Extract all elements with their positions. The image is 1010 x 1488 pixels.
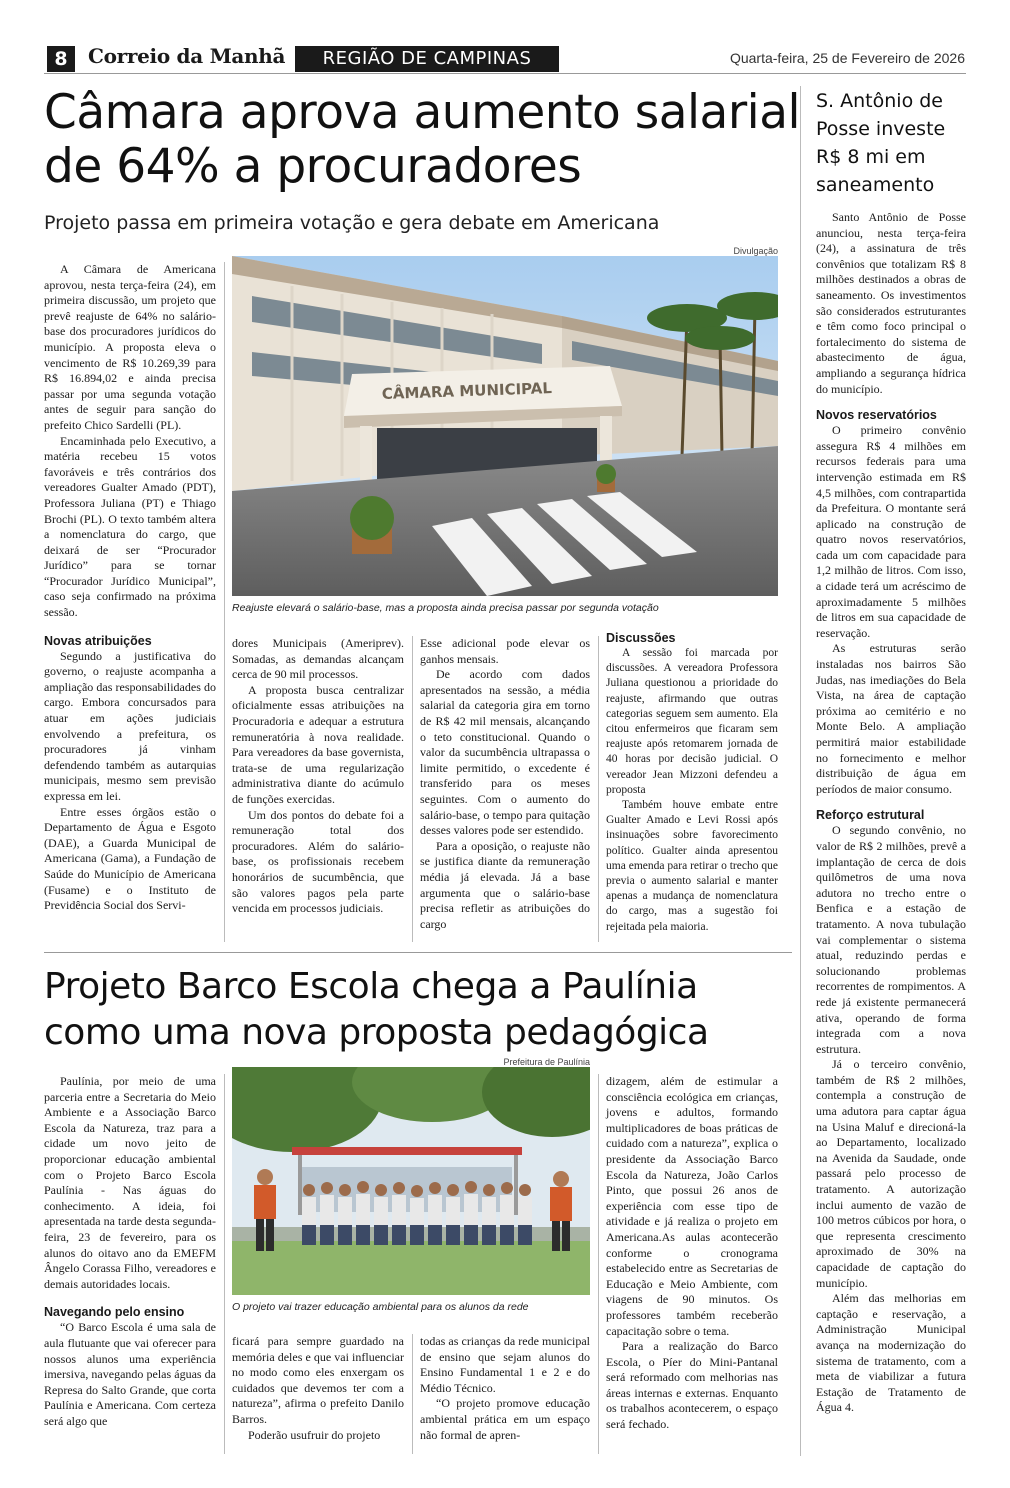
subhead-reforco-estrutural: Reforço estrutural <box>816 808 925 823</box>
article1-photo <box>232 256 778 596</box>
column-divider <box>598 636 599 942</box>
building-sign: CÂMARA MUNICIPAL <box>381 379 553 403</box>
paragraph: dores Municipais (Ameriprev). Somadas, as demandas alcançam cerca de 90 mil processos. <box>232 636 404 682</box>
article1-headline: Câmara aprova aumento salarial de 64% a procuradores <box>44 85 801 194</box>
article-separator <box>44 952 792 953</box>
paragraph: Encaminhada pelo Executivo, a matéria recebeu 15 votos favoráveis e três contrários dos vereadores Gualter Amado (PDT), Professora Juliana (PT) e Thiago Brochi (PL). O texto também altera a nomenclatura do cargo, que deixará de ser “Procurador Jurídico” para se tornar “Procurador Jurídico Municipal”, caso seja confirmado na próxima sessão. <box>44 433 216 620</box>
sidebar-body <box>816 210 966 1416</box>
dateline: Quarta-feira, 25 de Fevereiro de 2026 <box>729 50 965 66</box>
article1-subheadline: Projeto passa em primeira votação e gera debate em Americana <box>44 212 660 234</box>
paragraph: A Câmara de Americana aprovou, nesta terça-feira (24), em primeira discussão, um projeto que prevê reajuste de 64% no salário-base dos procuradores jurídicos do município. A proposta eleva o vencimento de R$ 10.269,39 para R$ 16.894,02 e ainda precisa passar por uma segunda votação antes de seguir para sanção do prefeito Chico Sardelli (PL). <box>44 262 216 432</box>
paragraph: A proposta busca centralizar oficialmente essas atribuições na Procuradoria e adequar a estrutura remuneratória à nova realidade. Para vereadores da base governista, trata-se de uma regularização administrativa diante do acúmulo de funções exercidas. <box>232 682 404 806</box>
newspaper-brand: Correio da Manhã <box>88 44 286 68</box>
paragraph: O segundo convênio, no valor de R$ 2 milhões, prevê a implantação de cerca de dois quilômetros de uma nova adutora no trecho entre o Benfica e a estação de tratamento. A nova tubulação vai complementar o sistema atual, reduzindo perdas e solucionando problemas recorrentes de rompimentos. A rede já existente permanecerá ativa, operando de forma integrada com a nova estrutura. <box>816 823 966 1056</box>
paragraph: Também houve embate entre Gualter Amado e Levi Rossi após insinuações sobre favorecimento político. Gualter ainda apresentou uma emenda para retirar o trecho que previa o aumento salarial e manter apenas a mudança de nomenclatura do cargo, mas a sugestão foi rejeitada pela maioria. <box>606 799 778 933</box>
article1-column-2 <box>232 636 404 917</box>
sidebar-headline: S. Antônio de Posse investe R$ 8 mi em saneamento <box>816 90 946 196</box>
paragraph: Para a oposição, o reajuste não se justifica diante da remuneração média já elevada. Já a base argumenta que o salário-base precisa refletir as atribuições do cargo <box>420 838 590 931</box>
article1-caption: Reajuste elevará o salário-base, mas a proposta ainda precisa passar por segunda votação <box>232 602 659 614</box>
article2-caption: O projeto vai trazer educação ambiental para os alunos da rede <box>232 1301 529 1313</box>
paragraph: Além das melhorias em captação e reservação, a Administração Municipal avança na modernização do sistema de tratamento, com a meta de viabilizar a futura Estação de Tratamento de Água 4. <box>816 1291 966 1415</box>
article1-column-4 <box>606 630 778 935</box>
sidebar-divider <box>800 86 801 1456</box>
paragraph: Entre esses órgãos estão o Departamento de Água e Esgoto (DAE), a Guarda Municipal de Americana (Gama), a Fundação de Saúde do Município de Americana (Fusame) e o Instituto de Previdência Social dos Servi- <box>44 804 216 913</box>
paragraph: O primeiro convênio assegura R$ 4 milhões em recursos federais para uma intervenção estimada em R$ 4,5 milhões, com contrapartida da Prefeitura. O montante será aplicado na construção de quatro novos reservatórios, cada um com capacidade para 1,2 milhão de litros. Com isso, a cidade terá um acréscimo de aproximadamente 5 milhões de litros em sua capacidade de reservação. <box>816 423 966 640</box>
paragraph: Já o terceiro convênio, também de R$ 2 milhões, contempla a construção de uma adutora para captar água na Usina Maluf e direcioná-la ao Departamento, localizado na Avenida da Saudade, onde passará pelo processo de tratamento. A autorização inclui aumento de vazão de 100 metros cúbicos por hora, o que representa crescimento aproximado de 30% na capacidade de captação do município. <box>816 1057 966 1290</box>
article1-column-1 <box>44 262 216 914</box>
subhead-novas-atribuicoes: Novas atribuições <box>44 633 152 648</box>
column-divider <box>224 262 225 942</box>
paragraph: Segundo a justificativa do governo, o reajuste acompanha a ampliação das responsabilidades do cargo. Embora concursados para atuar em ações judiciais envolvendo a prefeitura, os procuradores já vinham defendendo também as autarquias municipais, mesmo sem previsão expressa em lei. <box>44 648 216 803</box>
paragraph: De acordo com dados apresentados na sessão, a média salarial da categoria gira em torno de R$ 42 mil mensais, alcançando o teto constitucional. Quando o valor da sucumbência ultrapassa o limite permitido, o excedente é transferido para os meses seguintes. Com o aumento do salário-base, o tempo para quitação desses valores pode ser estendido. <box>420 667 590 838</box>
subhead-novos-reservatorios: Novos reservatórios <box>816 408 937 423</box>
paragraph: “O Barco Escola é uma sala de aula flutuante que vai oferecer para nossos alunos uma experiência imersiva, navegando pelas águas da Represa do Salto Grande, que corta Paulínia e Americana. Com certeza será algo que <box>44 1320 216 1428</box>
barco-escola-group-illustration <box>232 1067 590 1295</box>
article2-column-4 <box>606 1074 778 1433</box>
paragraph: As estruturas serão instaladas nos bairros São Judas, nas imediações do Bela Vista, na área de captação próxima ao cemitério e no Monte Belo. A ampliação permitirá maior estabilidade no fornecimento e melhor distribuição de água em períodos de maior consumo. <box>816 641 966 796</box>
paragraph: dizagem, além de estimular a consciência ecológica em crianças, jovens e adultos, formando multiplicadores de boas práticas de cuidado com a natureza”, explica o presidente da Associação Barco Escola da Natureza, João Carlos Pinto, que possui 26 anos de experiência com esse tipo de atividade e já realiza o projeto em Americana.As aulas acontecerão conforme o cronograma estabelecido entre as Secretarias de Educação e Meio Ambiente, com viagens de 90 minutos. Os professores também receberão capacitação sobre o tema. <box>606 1074 778 1338</box>
paragraph: ficará para sempre guardado na memória deles e que vai influenciar no modo como eles enxergam os cuidados que devemos ter com a natureza”, afirma o prefeito Danilo Barros. <box>232 1334 404 1426</box>
page-number: 8 <box>47 46 75 72</box>
column-divider <box>412 636 413 942</box>
article1-photo-credit: Divulgação <box>733 246 778 256</box>
article2-column-3 <box>420 1334 590 1443</box>
article2-headline: Projeto Barco Escola chega a Paulínia como uma nova proposta pedagógica <box>44 966 709 1053</box>
column-divider <box>598 1074 599 1454</box>
paragraph: Um dos pontos do debate foi a remuneração total dos procuradores. Além do salário-base, os profissionais recebem honorários de sucumbência, que são valores pagos pela parte vencida em processos judiciais. <box>232 807 404 916</box>
camara-building-illustration <box>232 256 778 596</box>
paragraph: Esse adicional pode elevar os ganhos mensais. <box>420 636 590 666</box>
header-rule <box>44 73 966 74</box>
section-tag: REGIÃO DE CAMPINAS <box>295 46 559 72</box>
column-divider <box>224 1074 225 1454</box>
article2-photo <box>232 1067 590 1295</box>
paragraph: Paulínia, por meio de uma parceria entre a Secretaria do Meio Ambiente e a Associação Barco Escola da Natureza, traz para a cidade um novo jeito de proporcionar educação ambiental com o Projeto Barco Escola Paulínia - Nas águas do conhecimento. A ideia, foi apresentada na tarde desta segunda-feira, 23 de fevereiro, para os alunos do oitavo ano da EMEFM Ângelo Corassa Filho, vereadores e demais autoridades locais. <box>44 1074 216 1291</box>
paragraph: “O projeto promove educação ambiental prática em um espaço não formal de apren- <box>420 1396 590 1442</box>
article1-column-3 <box>420 636 590 932</box>
article2-photo-credit: Prefeitura de Paulínia <box>503 1057 590 1067</box>
paragraph: Para a realização do Barco Escola, o Píer do Mini-Pantanal será reformado com melhorias nas áreas internas e externas. Enquanto os trabalhos acontecerem, o espaço será fechado. <box>606 1339 778 1432</box>
article2-column-2 <box>232 1334 404 1443</box>
article2-column-1 <box>44 1074 216 1429</box>
paragraph: todas as crianças da rede municipal de ensino que sejam alunos do Ensino Fundamental 1 e 2 e do Médio Técnico. <box>420 1334 590 1395</box>
paragraph: Poderão usufruir do projeto <box>248 1427 381 1442</box>
column-divider <box>412 1334 413 1454</box>
paragraph: Santo Antônio de Posse anunciou, nesta terça-feira (24), a assinatura de três convênios que totalizam R$ 8 milhões destinados a obras de saneamento. Os investimentos são considerados estruturantes e têm como foco principal o fortalecimento do sistema de abastecimento de água, ampliando a segurança hídrica do município. <box>816 210 966 396</box>
subhead-navegando-pelo-ensino: Navegando pelo ensino <box>44 1305 185 1320</box>
subhead-discussoes: Discussões <box>606 631 676 645</box>
paragraph: A sessão foi marcada por discussões. A vereadora Professora Juliana questionou a prioridade do reajuste, afirmando que outras categorias seguem sem aumento. Ela citou enfermeiros que ficaram sem reajuste após retomarem jornada de 40 horas por decisão judicial. O vereador Jean Mizzoni defendeu a proposta <box>606 647 778 796</box>
